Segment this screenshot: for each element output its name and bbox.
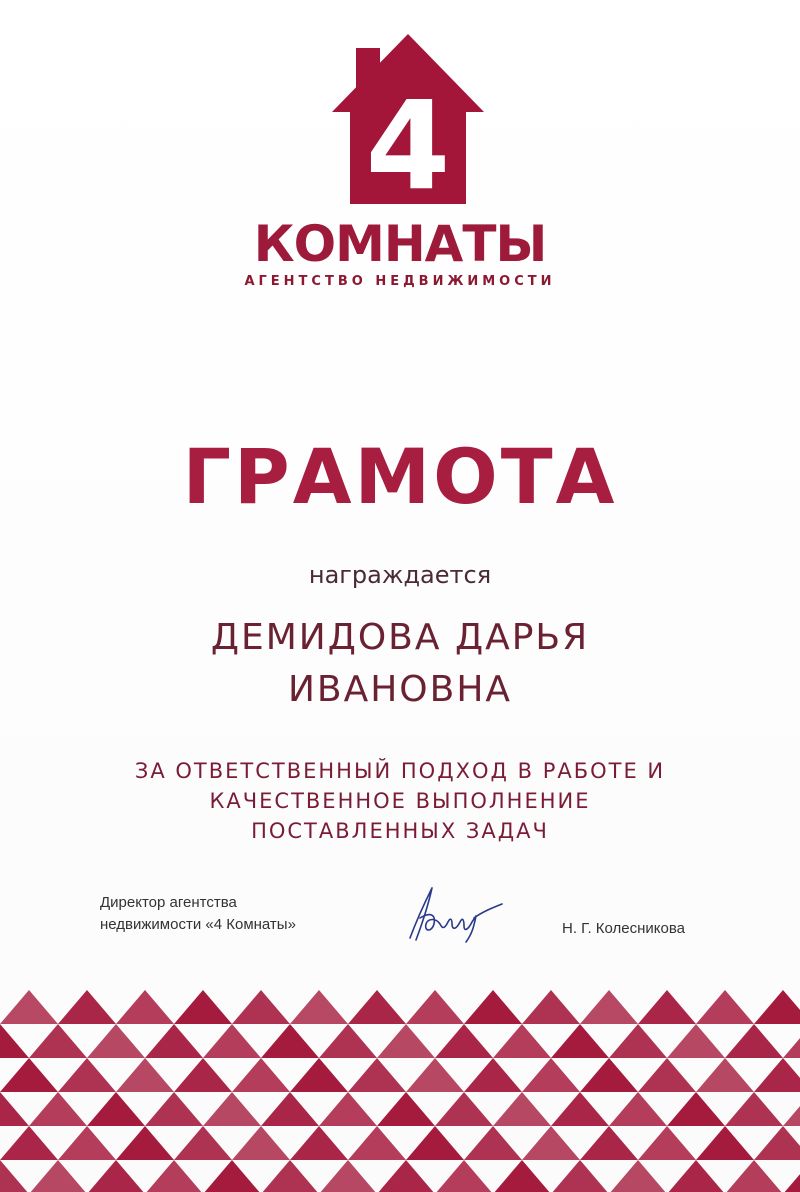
pattern-triangle: [232, 1126, 290, 1160]
pattern-triangle: [319, 1160, 377, 1192]
pattern-triangle: [696, 990, 754, 1024]
pattern-triangle: [319, 1092, 377, 1126]
pattern-triangle: [0, 1160, 29, 1192]
pattern-triangle: [406, 1126, 464, 1160]
pattern-triangle: [261, 1024, 319, 1058]
pattern-triangle: [522, 1126, 580, 1160]
pattern-triangle: [667, 1024, 725, 1058]
pattern-triangle: [551, 1092, 609, 1126]
pattern-triangle: [551, 1024, 609, 1058]
director-position-line-2: недвижимости «4 Комнаты»: [100, 916, 296, 933]
pattern-triangle: [348, 1126, 406, 1160]
pattern-triangle: [0, 990, 58, 1024]
pattern-triangle: [29, 1092, 87, 1126]
pattern-triangle: [58, 990, 116, 1024]
pattern-triangle: [435, 1160, 493, 1192]
pattern-triangle: [203, 1160, 261, 1192]
pattern-triangle: [87, 1024, 145, 1058]
pattern-triangle: [87, 1160, 145, 1192]
pattern-triangle: [493, 1092, 551, 1126]
pattern-triangle: [609, 1092, 667, 1126]
logo-brand-name: КОМНАТЫ: [253, 215, 547, 273]
award-reason-line-2: КАЧЕСТВЕННОЕ ВЫПОЛНЕНИЕ: [209, 789, 591, 813]
pattern-triangle: [580, 990, 638, 1024]
pattern-triangle: [783, 1024, 800, 1058]
pattern-triangle: [58, 1058, 116, 1092]
pattern-triangle: [232, 990, 290, 1024]
pattern-triangle: [638, 1058, 696, 1092]
pattern-triangle: [667, 1160, 725, 1192]
recipient-name-line-2: ИВАНОВНА: [287, 669, 513, 710]
pattern-triangle: [174, 990, 232, 1024]
pattern-triangle: [290, 1126, 348, 1160]
pattern-triangle: [783, 1092, 800, 1126]
recipient-name: [0, 612, 800, 716]
pattern-triangle: [290, 1058, 348, 1092]
pattern-triangle: [174, 1126, 232, 1160]
pattern-triangle: [377, 1160, 435, 1192]
pattern-triangle: [290, 990, 348, 1024]
pattern-triangle: [174, 1058, 232, 1092]
pattern-triangle: [0, 1058, 58, 1092]
pattern-triangle: [435, 1024, 493, 1058]
pattern-triangle: [464, 1126, 522, 1160]
pattern-triangle: [203, 1092, 261, 1126]
pattern-triangle: [551, 1160, 609, 1192]
logo-tagline: АГЕНТСТВО НЕДВИЖИМОСТИ: [244, 274, 556, 289]
pattern-triangle: [638, 1126, 696, 1160]
director-position: [100, 892, 360, 936]
pattern-triangle: [464, 990, 522, 1024]
pattern-triangle: [0, 1024, 29, 1058]
pattern-triangle: [522, 1058, 580, 1092]
pattern-triangle: [696, 1126, 754, 1160]
pattern-triangle: [725, 1024, 783, 1058]
pattern-triangle: [406, 990, 464, 1024]
pattern-triangle: [29, 1160, 87, 1192]
pattern-triangle: [145, 1160, 203, 1192]
house-logo-icon: [328, 28, 488, 206]
pattern-triangle: [783, 1160, 800, 1192]
pattern-triangle: [348, 1058, 406, 1092]
triangle-pattern-border: [0, 990, 800, 1192]
pattern-triangle: [725, 1160, 783, 1192]
pattern-triangle: [435, 1092, 493, 1126]
pattern-triangle: [638, 990, 696, 1024]
pattern-triangle: [232, 1058, 290, 1092]
pattern-triangle: [0, 1092, 29, 1126]
pattern-triangle: [261, 1092, 319, 1126]
pattern-triangle: [377, 1024, 435, 1058]
logo-number: 4: [365, 75, 451, 206]
pattern-triangle: [725, 1092, 783, 1126]
pattern-triangle: [493, 1160, 551, 1192]
recipient-name-line-1: ДЕМИДОВА ДАРЬЯ: [210, 617, 590, 658]
award-reason-line-3: ПОСТАВЛЕННЫХ ЗАДАЧ: [251, 819, 549, 843]
pattern-triangle: [667, 1092, 725, 1126]
pattern-triangle: [203, 1024, 261, 1058]
certificate-title: ГРАМОТА: [182, 432, 618, 521]
pattern-triangle: [580, 1058, 638, 1092]
pattern-triangle: [696, 1058, 754, 1092]
pattern-triangle: [145, 1092, 203, 1126]
pattern-triangle: [29, 1024, 87, 1058]
pattern-triangle: [261, 1160, 319, 1192]
pattern-triangle: [348, 990, 406, 1024]
pattern-triangle: [464, 1058, 522, 1092]
pattern-triangle: [145, 1024, 203, 1058]
awarded-text: награждается: [308, 561, 492, 589]
agency-logo: [0, 28, 800, 298]
pattern-triangle: [58, 1126, 116, 1160]
pattern-triangle: [609, 1024, 667, 1058]
pattern-triangle: [754, 990, 800, 1024]
pattern-triangle: [116, 1058, 174, 1092]
pattern-triangle: [87, 1092, 145, 1126]
pattern-triangle: [319, 1024, 377, 1058]
pattern-triangle: [522, 990, 580, 1024]
pattern-triangle: [609, 1160, 667, 1192]
signer-name: Н. Г. Колесникова: [562, 920, 686, 937]
award-reason: [0, 756, 800, 846]
pattern-triangle: [0, 1126, 58, 1160]
pattern-triangle: [580, 1126, 638, 1160]
pattern-triangle: [754, 1126, 800, 1160]
handwritten-signature: [402, 878, 506, 948]
pattern-triangle: [754, 1058, 800, 1092]
director-position-line-1: Директор агентства: [100, 894, 237, 911]
award-reason-line-1: ЗА ОТВЕТСТВЕННЫЙ ПОДХОД В РАБОТЕ И: [134, 759, 666, 783]
pattern-triangle: [377, 1092, 435, 1126]
pattern-triangle: [116, 1126, 174, 1160]
pattern-triangle: [116, 990, 174, 1024]
pattern-triangle: [406, 1058, 464, 1092]
pattern-triangle: [493, 1024, 551, 1058]
